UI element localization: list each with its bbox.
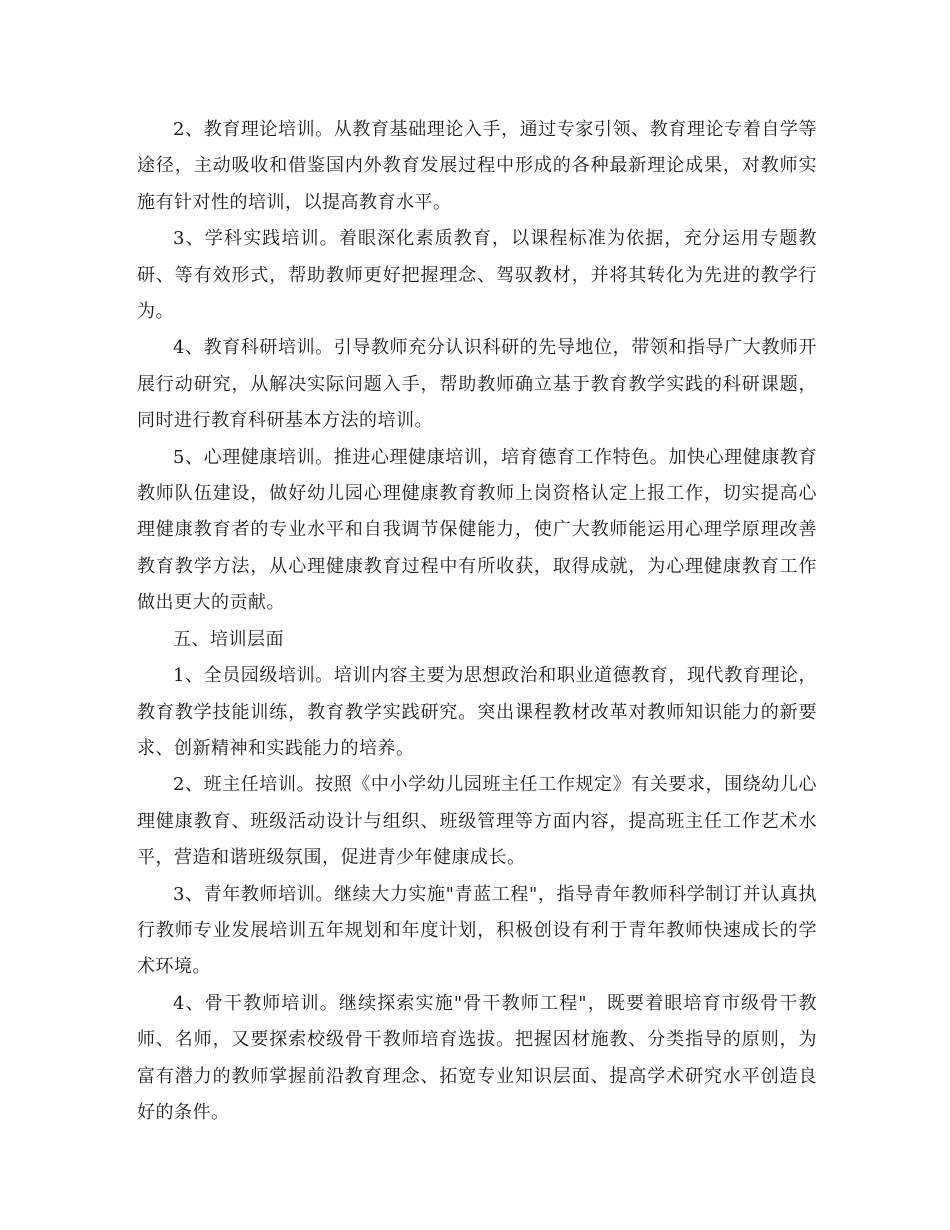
- document-body: [137, 112, 817, 1131]
- section-heading-training-levels: 五、培训层面: [173, 628, 284, 650]
- paragraph-backbone-teacher-training: 4、骨干教师培训。继续探索实施"骨干教师工程"，既要着眼培育市级骨干教师、名师，又要探索校级骨干教师培育选拔。把握因材施教、分类指导的原则，为富有潜力的教师掌握前沿教育理念、拓宽专业知识层面、提高学术研究水平创造良好的条件。: [137, 992, 817, 1123]
- paragraph-mental-health-training: 5、心理健康培训。推进心理健康培训，培育德育工作特色。加快心理健康教育教师队伍建设，做好幼儿园心理健康教育教师上岗资格认定上报工作，切实提高心理健康教育者的专业水平和自我调节保健能力，使广大教师能运用心理学原理改善教育教学方法，从心理健康教育过程中有所收获，取得成就，为心理健康教育工作做出更大的贡献。: [137, 446, 817, 614]
- paragraph-subject-practice-training: 3、学科实践培训。着眼深化素质教育，以课程标准为依据，充分运用专题教研、等有效形式，帮助教师更好把握理念、驾驭教材，并将其转化为先进的教学行为。: [137, 228, 817, 323]
- paragraph-young-teacher-training: 3、青年教师培训。继续大力实施"青蓝工程"，指导青年教师科学制订并认真执行教师专业发展培训五年规划和年度计划，积极创设有利于青年教师快速成长的学术环境。: [137, 883, 817, 978]
- paragraph-head-teacher-training: 2、班主任培训。按照《中小学幼儿园班主任工作规定》有关要求，围绕幼儿心理健康教育、班级活动设计与组织、班级管理等方面内容，提高班主任工作艺术水平，营造和谐班级氛围，促进青少年健康成长。: [137, 774, 817, 869]
- paragraph-education-theory-training: 2、教育理论培训。从教育基础理论入手，通过专家引领、教育理论专着自学等途径，主动吸收和借鉴国内外教育发展过程中形成的各种最新理论成果，对教师实施有针对性的培训，以提高教育水平。: [137, 119, 817, 213]
- paragraph-education-research-training: 4、教育科研培训。引导教师充分认识科研的先导地位，带领和指导广大教师开展行动研究，从解决实际问题入手，帮助教师确立基于教育教学实践的科研课题，同时进行教育科研基本方法的培训。: [137, 337, 817, 432]
- paragraph-all-staff-training: 1、全员园级培训。培训内容主要为思想政治和职业道德教育，现代教育理论，教育教学技能训练，教育教学实践研究。突出课程教材改革对教师知识能力的新要求、创新精神和实践能力的培养。: [137, 665, 817, 759]
